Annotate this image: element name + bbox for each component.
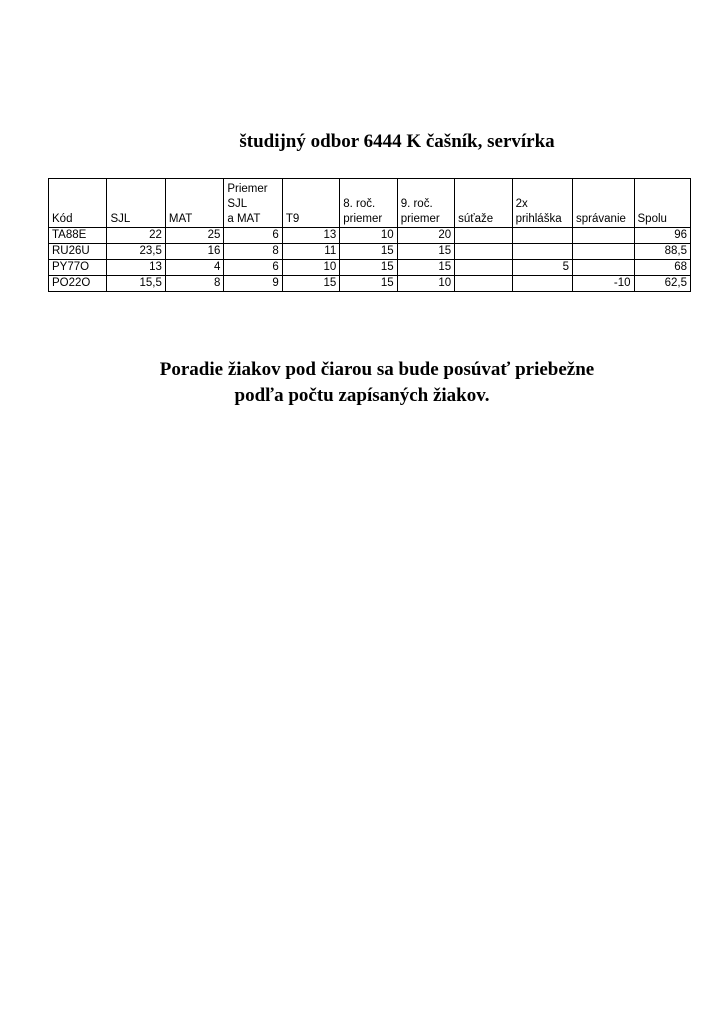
column-header [397, 179, 454, 228]
column-header-line: súťaže [458, 213, 494, 225]
column-header-line: MAT [168, 213, 193, 225]
score-cell [573, 244, 634, 260]
score-cell: 15 [397, 260, 454, 276]
score-cell: 15 [397, 244, 454, 260]
score-cell: 20 [397, 228, 454, 244]
results-table [48, 178, 691, 292]
table-row [49, 260, 691, 276]
score-cell: 8 [224, 244, 282, 260]
score-cell: 25 [165, 228, 223, 244]
score-cell: 23,5 [107, 244, 165, 260]
column-header [573, 179, 634, 228]
column-header-line: a MAT [227, 213, 261, 225]
score-cell [455, 228, 512, 244]
column-header-line: správanie [576, 213, 626, 225]
score-cell: 10 [340, 228, 397, 244]
score-cell: 62,5 [634, 276, 691, 292]
column-header-line: 9. roč. [400, 198, 433, 210]
score-cell [512, 276, 572, 292]
score-cell: 16 [165, 244, 223, 260]
score-cell: 15 [340, 244, 397, 260]
column-header [512, 179, 572, 228]
score-cell: 15 [340, 276, 397, 292]
column-header [455, 179, 512, 228]
score-cell: 8 [165, 276, 223, 292]
score-cell: 15 [282, 276, 339, 292]
column-header-line: Spolu [637, 213, 667, 225]
score-cell: 96 [634, 228, 691, 244]
score-cell: 10 [282, 260, 339, 276]
score-cell: 22 [107, 228, 165, 244]
column-header-line: T9 [285, 213, 300, 225]
column-header-line: 2x [515, 198, 528, 210]
student-code-cell: PY77O [49, 260, 107, 276]
score-cell [512, 244, 572, 260]
column-header-line: Priemer [227, 183, 268, 195]
score-cell [573, 228, 634, 244]
ranking-note [0, 357, 724, 409]
score-cell: 5 [512, 260, 572, 276]
score-cell: 13 [282, 228, 339, 244]
score-cell: 13 [107, 260, 165, 276]
score-cell [512, 228, 572, 244]
score-cell [455, 276, 512, 292]
score-cell: 9 [224, 276, 282, 292]
column-header [165, 179, 223, 228]
student-code-cell: PO22O [49, 276, 107, 292]
table-body [49, 228, 691, 292]
table-row [49, 228, 691, 244]
column-header [340, 179, 397, 228]
score-cell: 15 [340, 260, 397, 276]
score-cell [455, 244, 512, 260]
note-line-2: podľa počtu zapísaných žiakov. [234, 385, 490, 406]
score-cell: 68 [634, 260, 691, 276]
score-cell: 11 [282, 244, 339, 260]
column-header-line: Kód [52, 213, 73, 225]
table-row [49, 276, 691, 292]
column-header-line: SJL [227, 198, 248, 210]
note-line-1: Poradie žiakov pod čiarou sa bude posúvať priebežne [159, 359, 595, 380]
column-header [224, 179, 282, 228]
table-row [49, 244, 691, 260]
column-header-line: priemer [343, 213, 383, 225]
score-cell: -10 [573, 276, 634, 292]
score-cell: 10 [397, 276, 454, 292]
table-header-row [49, 179, 691, 228]
column-header [634, 179, 691, 228]
score-cell: 15,5 [107, 276, 165, 292]
column-header-line: prihláška [515, 213, 562, 225]
column-header [107, 179, 165, 228]
student-code-cell: TA88E [49, 228, 107, 244]
score-cell: 6 [224, 260, 282, 276]
column-header-line: priemer [400, 213, 440, 225]
student-code-cell: RU26U [49, 244, 107, 260]
column-header-line: SJL [110, 213, 131, 225]
column-header-line: 8. roč. [343, 198, 376, 210]
column-header [282, 179, 339, 228]
score-cell [573, 260, 634, 276]
score-cell [455, 260, 512, 276]
document-title: študijný odbor 6444 K čašník, servírka [239, 131, 555, 152]
score-cell: 88,5 [634, 244, 691, 260]
score-cell: 6 [224, 228, 282, 244]
column-header [49, 179, 107, 228]
score-cell: 4 [165, 260, 223, 276]
